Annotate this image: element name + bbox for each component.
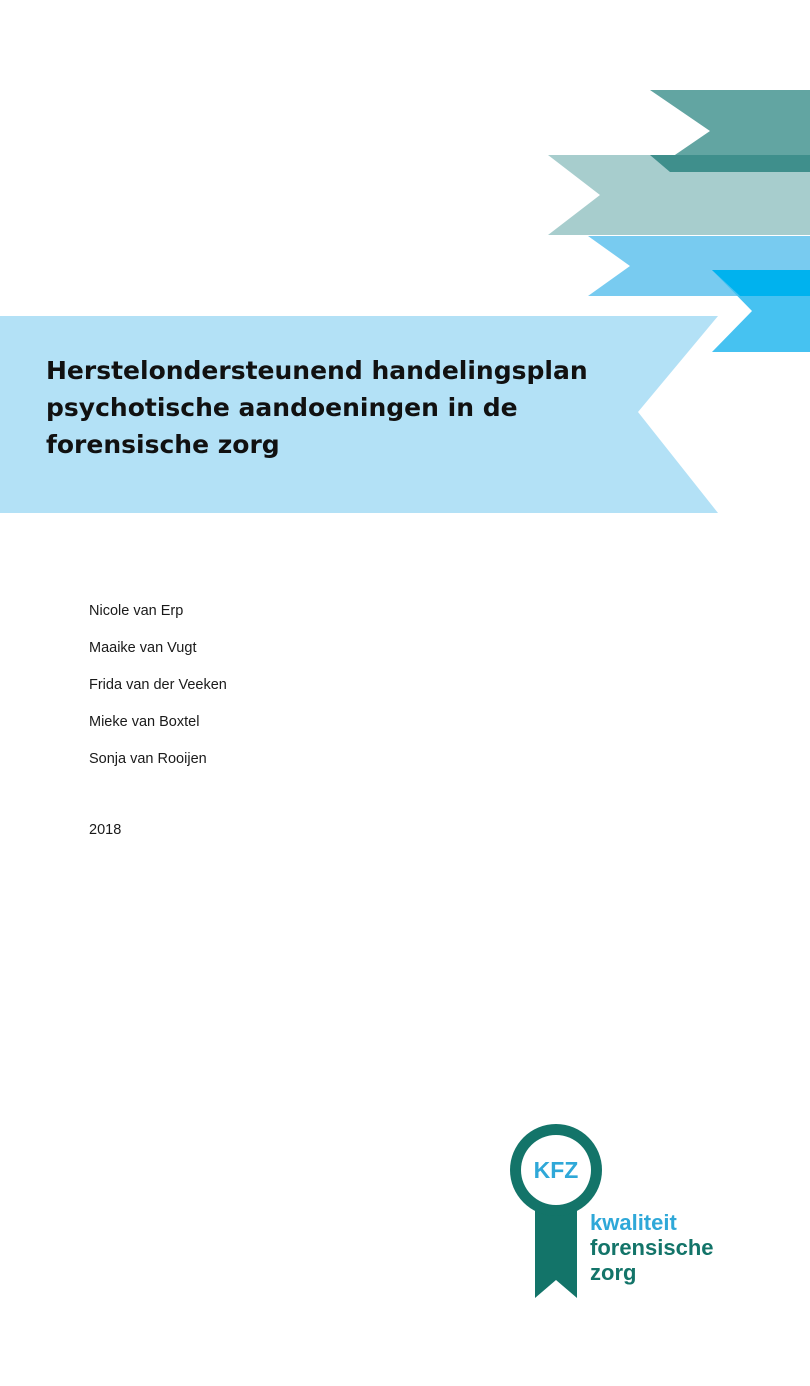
author-name: Mieke van Boxtel: [89, 714, 200, 730]
title-line-1: Herstelondersteunend handelingsplan: [46, 356, 588, 385]
logo-line-zorg: zorg: [590, 1260, 637, 1285]
author-list: [89, 600, 489, 785]
author-name: Maaike van Vugt: [89, 640, 197, 656]
logo-wordmark: [590, 1210, 714, 1285]
title-line-3: forensische zorg: [46, 430, 280, 459]
document-title: [46, 352, 646, 463]
ribbon-teal-overlap: [650, 155, 810, 172]
author-name: Frida van der Veeken: [89, 677, 227, 693]
title-line-2: psychotische aandoeningen in de: [46, 393, 518, 422]
logo-line-kwaliteit: kwaliteit: [590, 1210, 677, 1235]
logo-line-forensische: forensische: [590, 1235, 714, 1260]
publication-year: 2018: [89, 822, 122, 838]
badge-text: KFZ: [533, 1157, 579, 1183]
author-name: Nicole van Erp: [89, 603, 184, 619]
author-name: Sonja van Rooijen: [89, 751, 207, 767]
